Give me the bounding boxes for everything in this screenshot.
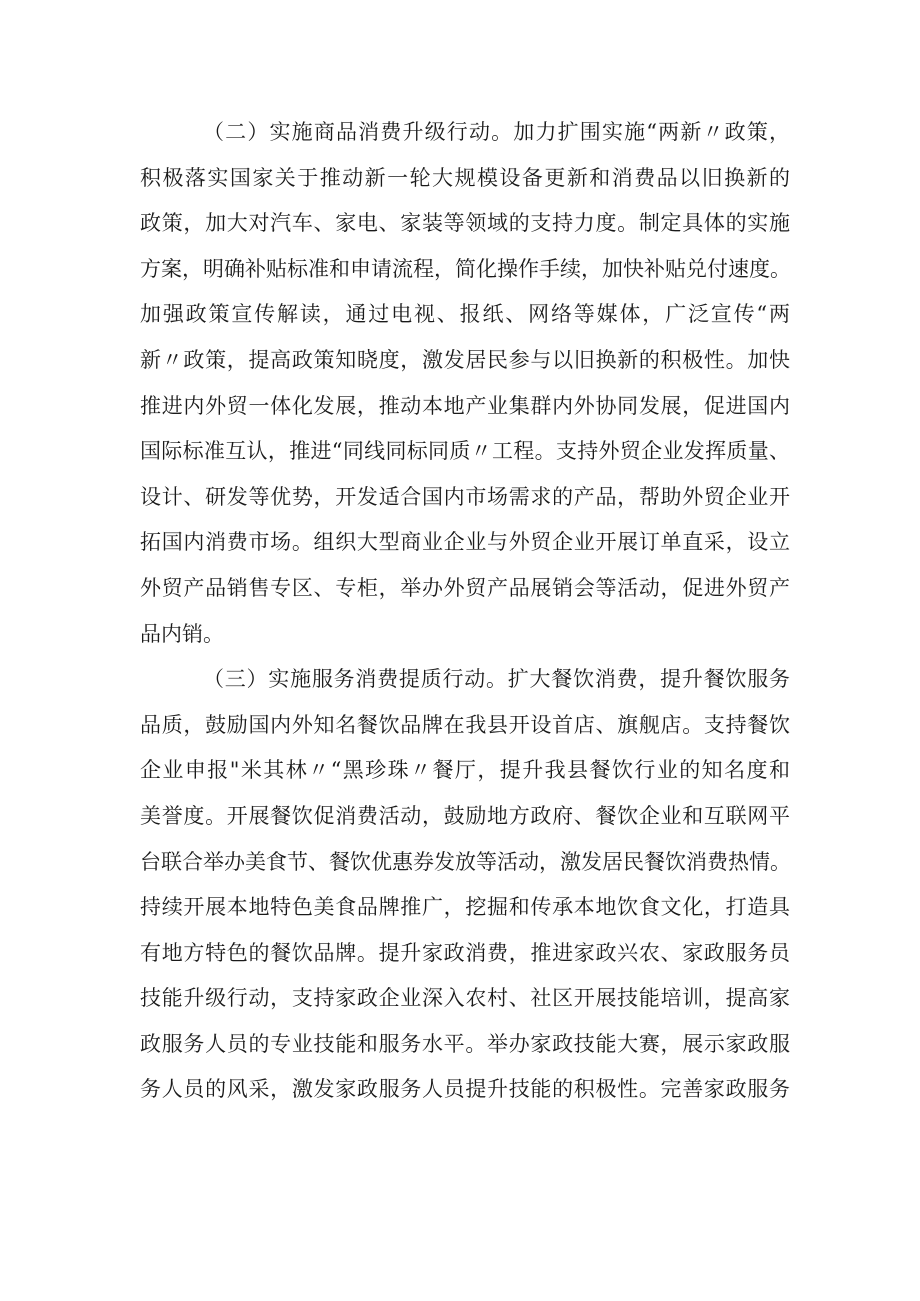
text-line: 持续开展本地特色美食品牌推广，挖掘和传承本地饮食文化，打造具 [140, 895, 790, 920]
text-line: 新〃政策，提高政策知晓度，激发居民参与以旧换新的积极性。加快 [140, 347, 790, 372]
text-line: （二）实施商品消费升级行动。加力扩围实施“两新〃政策， [203, 120, 790, 144]
text-line: 品质，鼓励国内外知名餐饮品牌在我县开设首店、旗舰店。支持餐饮 [140, 712, 790, 737]
text-line: 拓国内消费市场。组织大型商业企业与外贸企业开展订单直采，设立 [140, 530, 790, 555]
paragraph-service-consumption [140, 657, 790, 1113]
text-line: 台联合举办美食节、餐饮优惠券发放等活动，激发居民餐饮消费热情。 [140, 849, 791, 874]
text-line: 方案，明确补贴标准和申请流程，简化操作手续，加快补贴兑付速度。 [140, 256, 791, 281]
text-line: 设计、研发等优势，开发适合国内市场需求的产品，帮助外贸企业开 [140, 484, 790, 509]
text-line: 美誉度。开展餐饮促消费活动，鼓励地方政府、餐饮企业和互联网平 [140, 803, 790, 828]
text-line: 有地方特色的餐饮品牌。提升家政消费，推进家政兴农、家政服务员 [140, 940, 790, 965]
paragraph-commodity-consumption [140, 110, 790, 657]
text-line: 企业申报"米其林〃“黑珍珠〃餐厅，提升我县餐饮行业的知名度和 [140, 758, 790, 783]
text-line: 政策，加大对汽车、家电、家装等领域的支持力度。制定具体的实施 [140, 211, 790, 236]
body-text [140, 110, 790, 1113]
text-line: （三）实施服务消费提质行动。扩大餐饮消费，提升餐饮服务 [203, 667, 790, 692]
text-line: 务人员的风采，激发家政服务人员提升技能的积极性。完善家政服务 [140, 1077, 790, 1102]
text-line: 外贸产品销售专区、专柜，举办外贸产品展销会等活动，促进外贸产 [140, 575, 790, 600]
text-line: 品内销。 [140, 621, 224, 646]
text-line: 政服务人员的专业技能和服务水平。举办家政技能大赛，展示家政服 [140, 1031, 790, 1056]
text-line: 积极落实国家关于推动新一轮大规模设备更新和消费品以旧换新的 [140, 165, 790, 190]
text-line: 技能升级行动，支持家政企业深入农村、社区开展技能培训，提高家 [140, 986, 790, 1011]
text-line: 国际标准互认，推进“同线同标同质〃工程。支持外贸企业发挥质量、 [140, 439, 790, 464]
text-line: 加强政策宣传解读，通过电视、报纸、网络等媒体，广泛宣传“两 [140, 302, 790, 327]
text-line: 推进内外贸一体化发展，推动本地产业集群内外协同发展，促进国内 [140, 393, 790, 418]
